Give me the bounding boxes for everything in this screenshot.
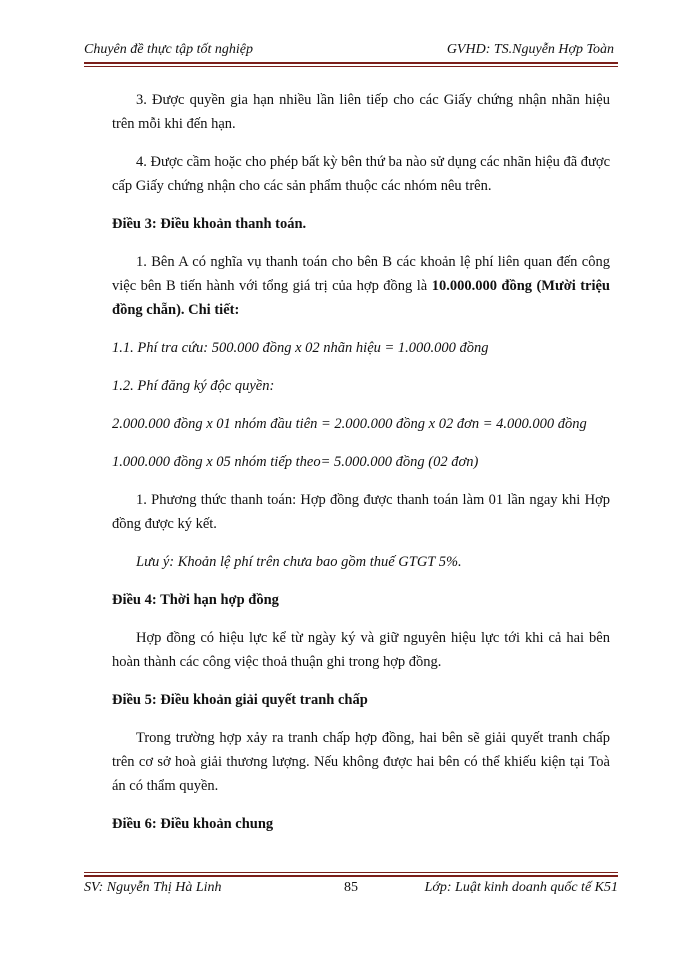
article-3-amount: 10.000.000 đồng (Mười triệu đồng chẵn). Chi tiết: bbox=[112, 278, 610, 318]
footer-class: Lớp: Luật kinh doanh quốc tế K51 bbox=[424, 880, 618, 895]
header-rule-thin bbox=[84, 66, 618, 67]
paragraph-payment-method: 1. Phương thức thanh toán: Hợp đồng được thanh toán làm 01 lần ngay khi Hợp đồng được ký kết. bbox=[112, 492, 610, 532]
page-body bbox=[112, 88, 610, 836]
page-footer bbox=[84, 880, 618, 900]
article-6-heading: Điều 6: Điều khoản chung bbox=[112, 816, 274, 832]
article-3-text: 1. Bên A có nghĩa vụ thanh toán cho bên B các khoản lệ phí liên quan đến công việc bên B tiến hành với tổng giá trị của hợp đồng là bbox=[112, 254, 610, 294]
paragraph-item-4: 4. Được cầm hoặc cho phép bất kỳ bên thứ ba nào sử dụng các nhãn hiệu đã được cấp Giấy chứng nhận cho các sản phẩm thuộc các nhóm nêu trên. bbox=[112, 154, 610, 194]
fee-first-group-line: 2.000.000 đồng x 01 nhóm đầu tiên = 2.000.000 đồng x 02 đơn = 4.000.000 đồng bbox=[112, 416, 587, 432]
footer-rule-thin bbox=[84, 872, 618, 873]
page-header bbox=[84, 42, 614, 60]
paragraph-article-4: Hợp đồng có hiệu lực kể từ ngày ký và giữ nguyên hiệu lực tới khi cả hai bên hoàn thành các công việc thoả thuận ghi trong hợp đồng. bbox=[112, 630, 610, 670]
paragraph-article-5: Trong trường hợp xảy ra tranh chấp hợp đồng, hai bên sẽ giải quyết tranh chấp trên cơ sở hoà giải thương lượng. Nếu không được hai bên có thể khiếu kiện tại Toà án có thẩm quyền. bbox=[112, 730, 610, 794]
fee-next-groups-line: 1.000.000 đồng x 05 nhóm tiếp theo= 5.000.000 đồng (02 đơn) bbox=[112, 454, 479, 470]
note-vat: Lưu ý: Khoản lệ phí trên chưa bao gồm thuế GTGT 5%. bbox=[136, 554, 462, 570]
header-supervisor: GVHD: TS.Nguyễn Hợp Toàn bbox=[446, 42, 614, 57]
header-rule-thick bbox=[84, 62, 618, 64]
paragraph-article-3-total bbox=[112, 250, 610, 322]
article-4-heading: Điều 4: Thời hạn hợp đồng bbox=[112, 592, 279, 608]
footer-student: SV: Nguyễn Thị Hà Linh bbox=[84, 880, 222, 895]
article-3-heading: Điều 3: Điều khoản thanh toán. bbox=[112, 216, 307, 232]
paragraph-item-3: 3. Được quyền gia hạn nhiều lần liên tiếp cho các Giấy chứng nhận nhãn hiệu trên mỗi khi đến hạn. bbox=[112, 92, 610, 132]
page-number: 85 bbox=[344, 880, 358, 895]
article-5-heading: Điều 5: Điều khoản giải quyết tranh chấp bbox=[112, 692, 368, 708]
header-course-title: Chuyên đề thực tập tốt nghiệp bbox=[84, 42, 253, 57]
footer-rule-thick bbox=[84, 875, 618, 877]
fee-registration-line: 1.2. Phí đăng ký độc quyền: bbox=[112, 378, 275, 394]
fee-search-line: 1.1. Phí tra cứu: 500.000 đồng x 02 nhãn hiệu = 1.000.000 đồng bbox=[112, 340, 489, 356]
